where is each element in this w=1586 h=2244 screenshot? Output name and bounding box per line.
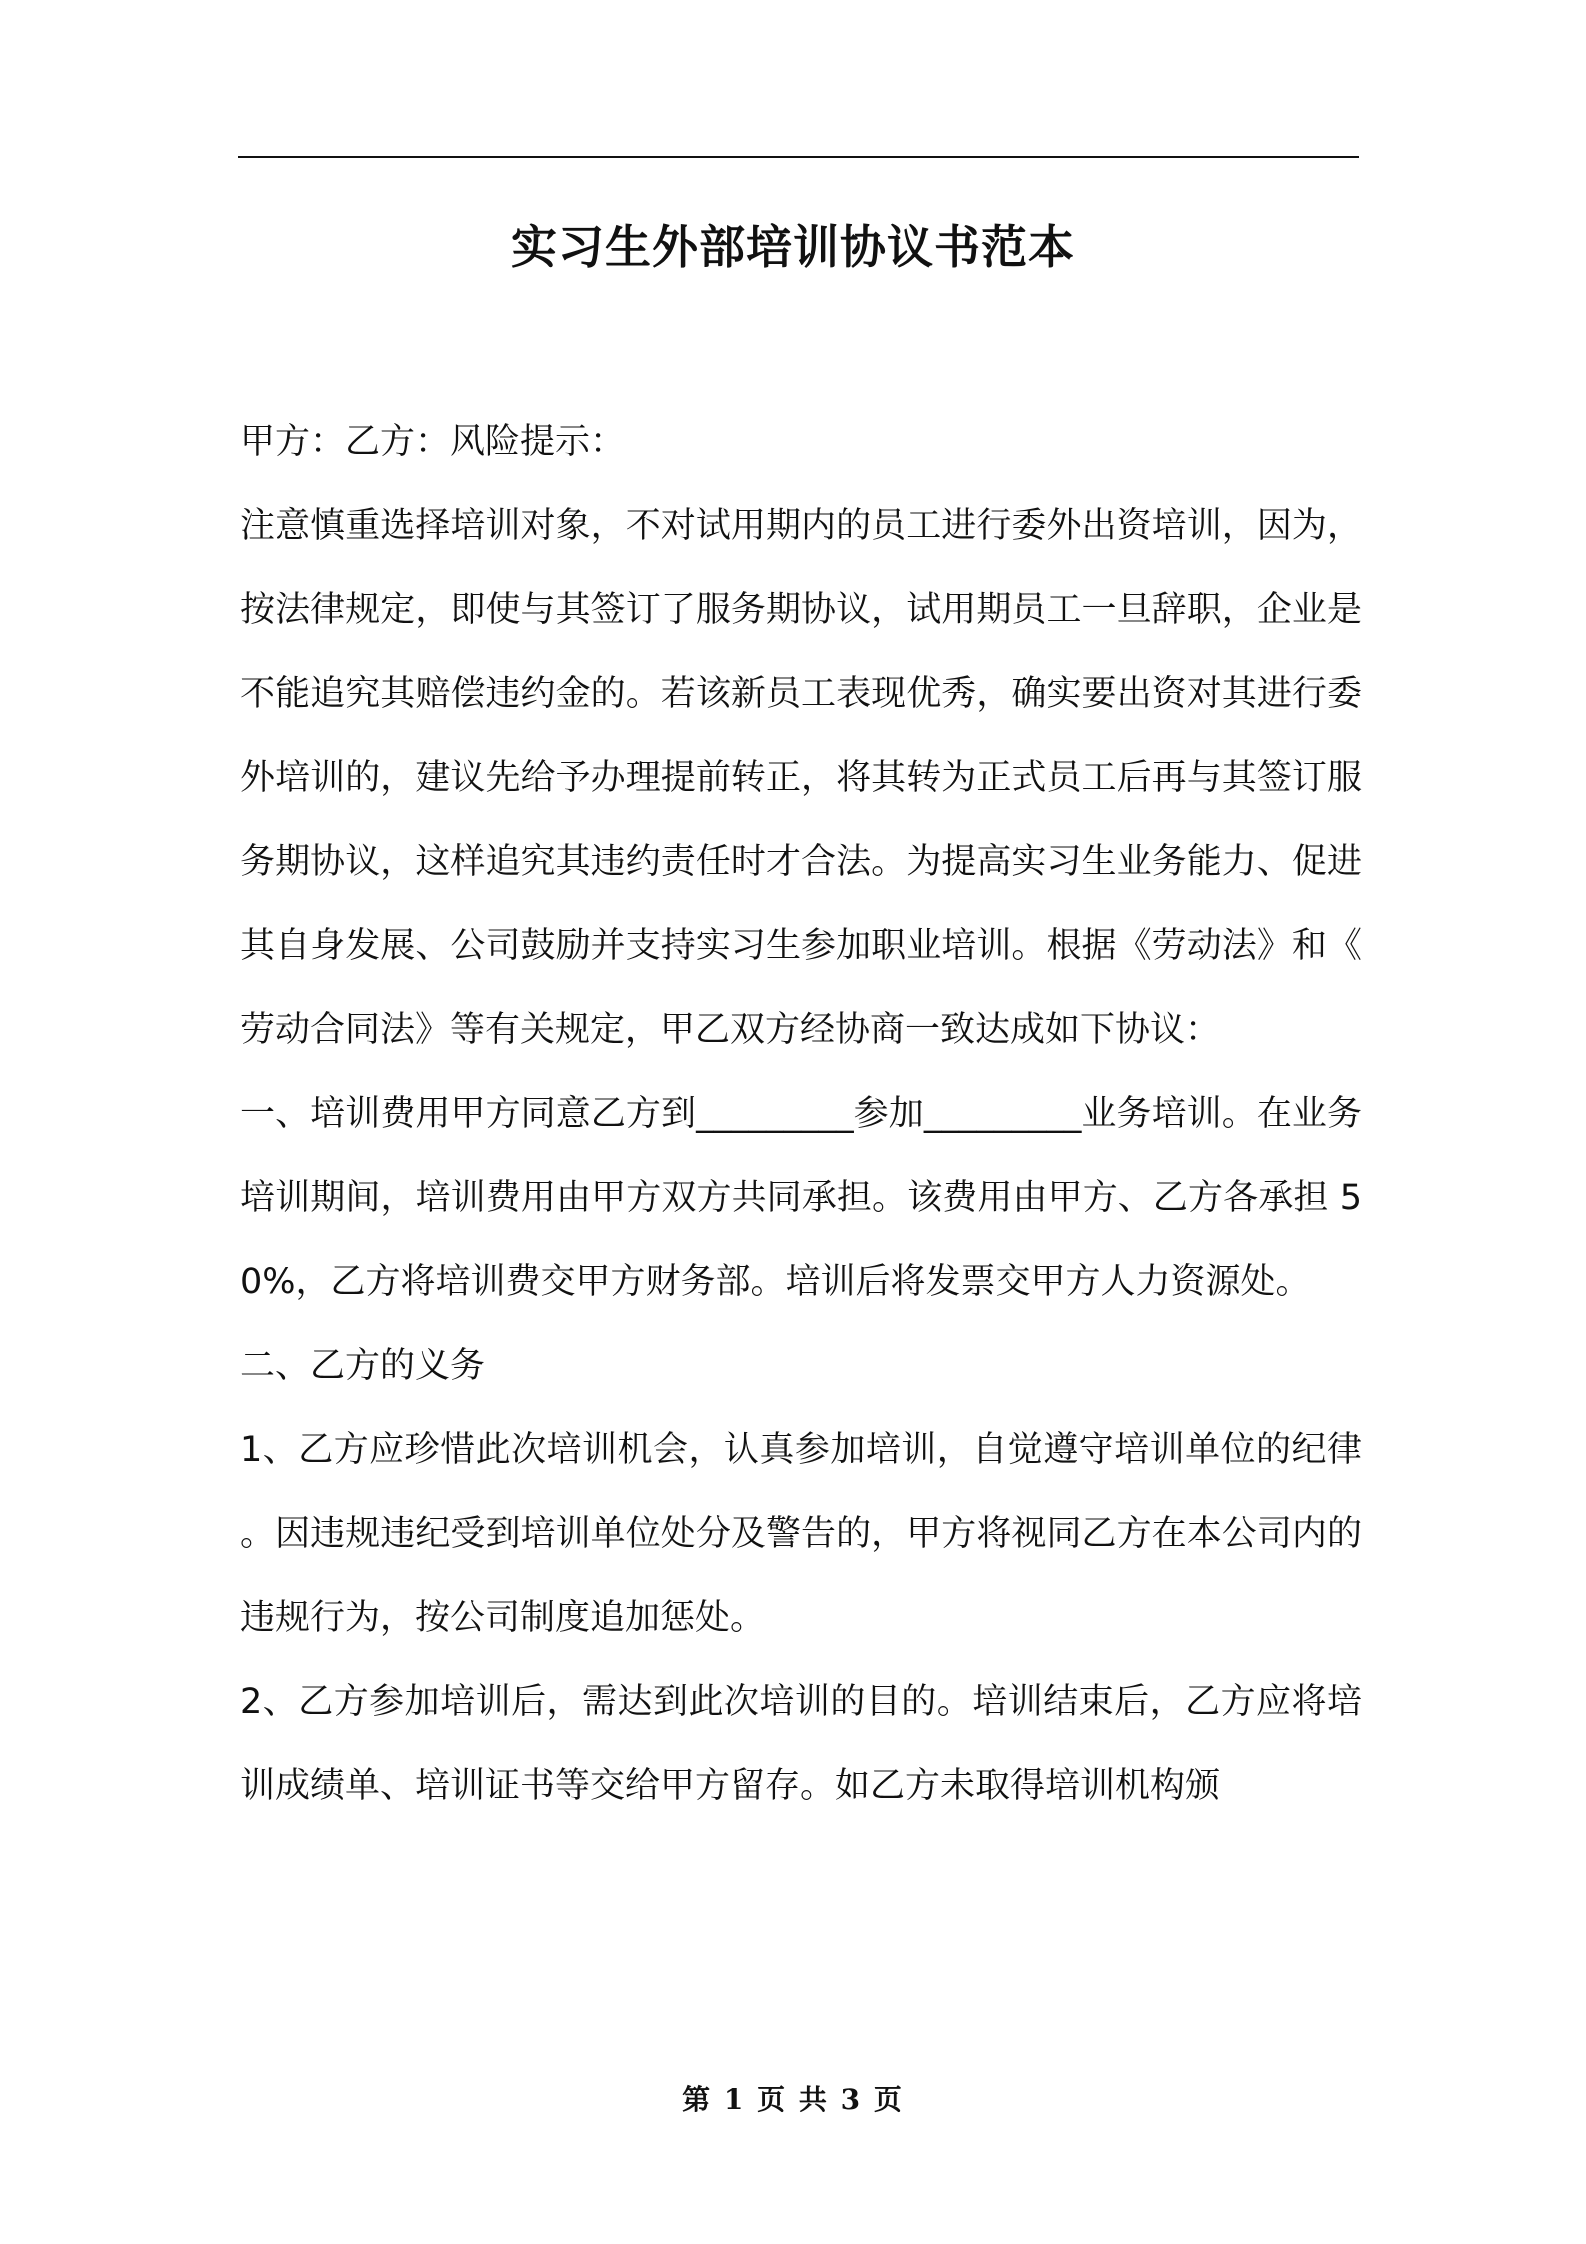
document-title: 实习生外部培训协议书范本 <box>511 220 1075 274</box>
page-number-footer: 第 1 页 共 3 页 <box>682 2083 904 2116</box>
obligation-item-1: 1、乙方应珍惜此次培训机会，认真参加培训，自觉遵守培训单位的纪律。因违规违纪受到培训单位处分及警告的，甲方将视同乙方在本公司内的违规行为，按公司制度追加惩处。 <box>240 1430 1362 1638</box>
parties-and-risk-heading: 甲方：乙方：风险提示： <box>240 422 626 462</box>
obligation-item-2: 2、乙方参加培训后，需达到此次培训的目的。培训结束后，乙方应将培训成绩单、培训证书等交给甲方留存。如乙方未取得培训机构颁 <box>240 1682 1362 1806</box>
document-body <box>240 400 1362 1828</box>
clause-training-fees: 一、培训费用甲方同意乙方到_________参加_________业务培训。在业务培训期间，培训费用由甲方双方共同承担。该费用由甲方、乙方各承担 50%，乙方将培训费交甲方财务部。培训后将发票交甲方人力资源处。 <box>240 1094 1362 1302</box>
header-rule <box>238 156 1359 158</box>
risk-notice-paragraph: 注意慎重选择培训对象，不对试用期内的员工进行委外出资培训，因为，按法律规定，即使与其签订了服务期协议，试用期员工一旦辞职，企业是不能追究其赔偿违约金的。若该新员工表现优秀，确实要出资对其进行委外培训的，建议先给予办理提前转正，将其转为正式员工后再与其签订服务期协议，这样追究其违约责任时才合法。为提高实习生业务能力、促进其自身发展、公司鼓励并支持实习生参加职业培训。根据《劳动法》和《劳动合同法》等有关规定，甲乙双方经协商一致达成如下协议： <box>240 506 1362 1050</box>
clause-party-b-obligations-heading: 二、乙方的义务 <box>240 1346 486 1386</box>
